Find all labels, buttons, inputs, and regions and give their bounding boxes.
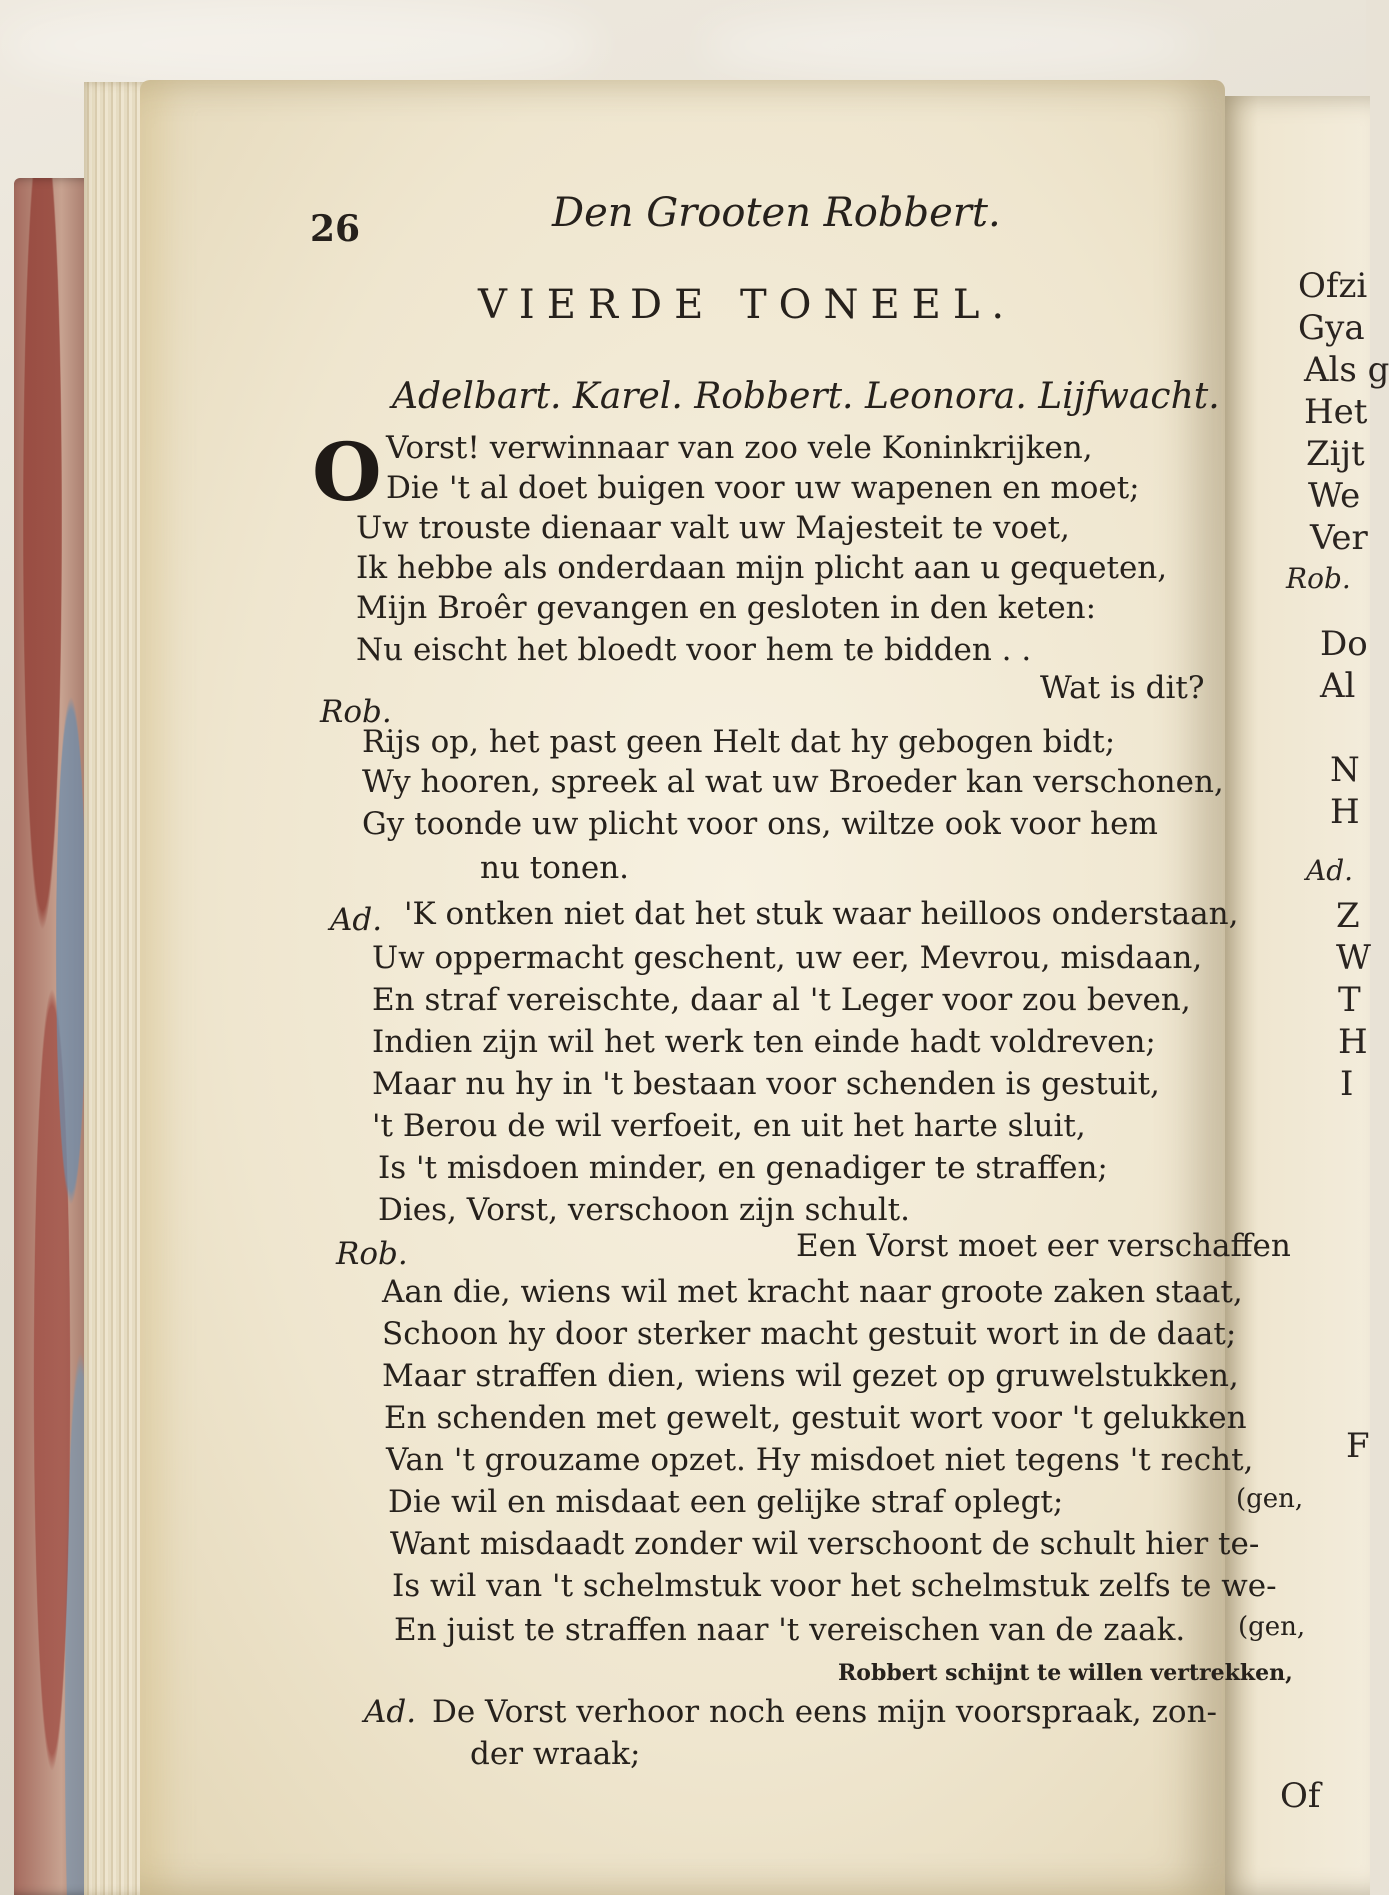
speaker-label: Rob. (320, 694, 392, 730)
stage-direction: Robbert schijnt te willen vertrekken, (838, 1660, 1293, 1686)
verse-line: En straf vereischte, daar al 't Leger voor zou beven, (372, 982, 1191, 1018)
facing-page-fragment: Gya (1298, 308, 1365, 348)
facing-page-fragment: N (1330, 750, 1360, 790)
verse-line: Die wil en misdaat een gelijke straf oplegt; (388, 1484, 1064, 1520)
verse-line: Een Vorst moet eer verschaffen (796, 1228, 1291, 1264)
verse-line: Ik hebbe als onderdaan mijn plicht aan u gequeten, (356, 550, 1168, 586)
verse-line: Aan die, wiens wil met kracht naar groote zaken staat, (382, 1274, 1243, 1310)
verse-line: Maar nu hy in 't bestaan voor schenden is gestuit, (372, 1066, 1160, 1102)
facing-page-fragment: Het (1304, 392, 1368, 432)
verse-line: Die 't al doet buigen voor uw wapenen en moet; (386, 470, 1140, 506)
cloth-highlight (0, 0, 600, 90)
facing-page-fragment: Ad. (1306, 854, 1354, 887)
verse-line: Is 't misdoen minder, en genadiger te straffen; (378, 1150, 1108, 1186)
facing-page-fragment: Of (1280, 1776, 1321, 1816)
verse-line: Maar straffen dien, wiens wil gezet op gruwelstukken, (382, 1358, 1239, 1394)
drop-capital: O (312, 425, 382, 519)
verse-line: Wat is dit? (1040, 670, 1205, 706)
facing-page-fragment: Rob. (1286, 562, 1351, 595)
verse-line: Is wil van 't schelmstuk voor het schelmstuk zelfs te we- (392, 1568, 1277, 1604)
verse-line: Van 't grouzame opzet. Hy misdoet niet tegens 't recht, (386, 1442, 1254, 1478)
turnover-word: (gen, (1236, 1484, 1304, 1514)
character-list: Adelbart. Karel. Robbert. Leonora. Lijfwacht. (392, 376, 1220, 417)
facing-page-fragment: Als g (1304, 350, 1389, 390)
facing-page-fragment: T (1338, 980, 1361, 1020)
verse-line: Uw oppermacht geschent, uw eer, Mevrou, misdaan, (372, 940, 1203, 976)
speaker-label: Ad. (364, 1694, 417, 1730)
facing-page-fragment: We (1308, 476, 1361, 516)
cloth-highlight (700, 10, 1200, 80)
verse-line: Schoon hy door sterker macht gestuit wort in de daat; (382, 1316, 1237, 1352)
speaker-label: Rob. (336, 1236, 408, 1272)
verse-line: 't Berou de wil verfoeit, en uit het harte sluit, (372, 1108, 1086, 1144)
facing-page-fragment: Ver (1310, 518, 1368, 558)
verse-line: nu tonen. (480, 850, 630, 886)
verse-line: Dies, Vorst, verschoon zijn schult. (378, 1192, 910, 1228)
turnover-word: (gen, (1238, 1612, 1306, 1642)
verse-line: En schenden met gewelt, gestuit wort voor 't gelukken (384, 1400, 1247, 1436)
facing-page-fragment: Al (1320, 666, 1356, 706)
verse-line: Gy toonde uw plicht voor ons, wiltze ook voor hem (362, 806, 1158, 842)
verse-line: En juist te straffen naar 't vereischen van de zaak. (394, 1612, 1186, 1648)
verse-line: Indien zijn wil het werk ten einde hadt voldreven; (372, 1024, 1156, 1060)
facing-page-fragment: H (1330, 792, 1360, 832)
facing-page-fragment: Ofzi (1298, 266, 1368, 306)
facing-page-fragment: Z (1336, 896, 1360, 936)
verse-line: 'K ontken niet dat het stuk waar heilloos onderstaan, (404, 896, 1239, 932)
running-title: Den Grooten Robbert. (552, 190, 1001, 236)
facing-page-fragment: W (1336, 938, 1371, 978)
verse-line: Mijn Broêr gevangen en gesloten in den keten: (356, 590, 1097, 626)
facing-page-fragment: F (1346, 1426, 1370, 1466)
facing-page-fragment: H (1338, 1022, 1368, 1062)
verse-line: Want misdaadt zonder wil verschoont de schult hier te- (390, 1526, 1260, 1562)
facing-page-fragment: I (1340, 1064, 1354, 1104)
facing-page-fragment: Zijt (1306, 434, 1365, 474)
verse-line: Uw trouste dienaar valt uw Majesteit te voet, (356, 510, 1070, 546)
verse-line: Rijs op, het past geen Helt dat hy gebogen bidt; (362, 724, 1116, 760)
facing-page-fragment: Do (1320, 624, 1368, 664)
verse-line: der wraak; (470, 1736, 641, 1772)
verse-line: Wy hooren, spreek al wat uw Broeder kan verschonen, (362, 764, 1224, 800)
verse-line: De Vorst verhoor noch eens mijn voorspraak, zon- (432, 1694, 1218, 1730)
page-number: 26 (310, 208, 361, 250)
speaker-label: Ad. (330, 902, 383, 938)
scene-heading: VIERDE TONEEL. (478, 282, 1017, 328)
verse-line: Vorst! verwinnaar van zoo vele Koninkrijken, (386, 430, 1093, 466)
verse-line: Nu eischt het bloedt voor hem te bidden . . (356, 632, 1032, 668)
